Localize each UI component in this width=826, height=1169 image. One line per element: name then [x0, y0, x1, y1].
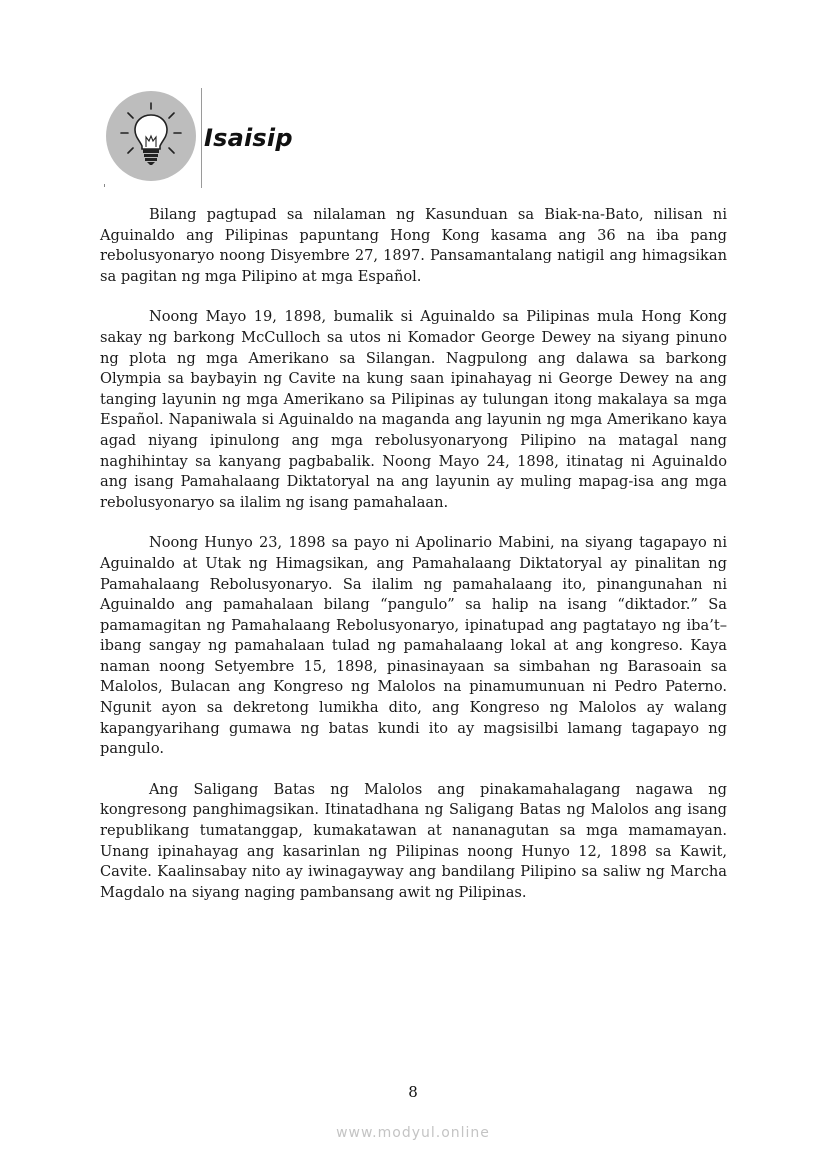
paragraph-1: Bilang pagtupad sa nilalaman ng Kasunduan sa Biak-na-Bato, nilisan ni Aguinaldo ang Pilipinas papuntang Hong Kong kasama ang 36 na iba pang rebolusyonaryo noong Disyembre 27, 1897. Pansamantalang natigil ang himagsikan sa pagitan ng mga Pilipino at mga Español.: [100, 206, 727, 285]
body-text: [100, 205, 727, 923]
section-title: Isaisip: [204, 124, 293, 152]
page-number: 8: [408, 1083, 418, 1101]
paragraph-4: Ang Saligang Batas ng Malolos ang pinakamahalagang nagawa ng kongresong panghimagsikan. Itinatadhana ng Saligang Batas ng Malolos ang isang republikang tumatanggap, kumakatawan at nananagutan sa mga mamamayan. Unang ipinahayag ang kasarinlan ng Pilipinas noong Hunyo 12, 1898 sa Kawit, Cavite. Kaalinsabay nito ay iwinagayway ang bandilang Pilipino sa saliw ng Marcha Magdalo na siyang naging pambansang awit ng Pilipinas.: [100, 780, 727, 901]
lightbulb-icon: [106, 91, 196, 181]
lightbulb-badge: [106, 91, 196, 181]
header-divider: [201, 88, 202, 188]
paragraph-3: Noong Hunyo 23, 1898 sa payo ni Apolinario Mabini, na siyang tagapayo ni Aguinaldo at Utak ng Himagsikan, ang Pamahalaang Diktatoryal ay pinalitan ng Pamahalaang Rebolusyonaryo. Sa ilalim ng pamahalaang ito, pinangunahan ni Aguinaldo ang pamahalaan bilang “pangulo” sa halip na isang “diktador.” Sa pamamagitan ng Pamahalaang Rebolusyonaryo, ipinatupad ang pagtatayo ng iba’t–ibang sangay ng pamahalaan tulad ng pamahalaang lokal at ang kongreso. Kaya naman noong Setyembre 15, 1898, pinasinayaan sa simbahan ng Barasoain sa Malolos, Bulacan ang Kongreso ng Malolos na pinamumunuan ni Pedro Paterno. Ngunit ayon sa dekretong lumikha dito, ang Kongreso ng Malolos ay walang kapangyarihang gumawa ng batas kundi ito ay magsisilbi lamang tagapayo ng pangulo.: [100, 534, 727, 758]
section-header: [104, 88, 404, 188]
watermark: www.modyul.online: [336, 1125, 490, 1141]
header-mark: [104, 184, 105, 187]
paragraph-2: Noong Mayo 19, 1898, bumalik si Aguinaldo sa Pilipinas mula Hong Kong sakay ng barkong McCulloch sa utos ni Komador George Dewey na siyang pinuno ng plota ng mga Amerikano sa Silangan. Nagpulong ang dalawa sa barkong Olympia sa baybayin ng Cavite na kung saan ipinahayag ni George Dewey na ang tanging layunin ng mga Amerikano sa Pilipinas ay tulungan itong makalaya sa mga Español. Napaniwala si Aguinaldo na maganda ang layunin ng mga Amerikano kaya agad niyang ipinulong ang mga rebolusyonaryong Pilipino na matagal nang naghihintay sa kanyang pagbabalik. Noong Mayo 24, 1898, itinatag ni Aguinaldo ang isang Pamahalaang Diktatoryal na ang layunin ay muling mapag-isa ang mga rebolusyonaryo sa ilalim ng isang pamahalaan.: [100, 308, 727, 511]
